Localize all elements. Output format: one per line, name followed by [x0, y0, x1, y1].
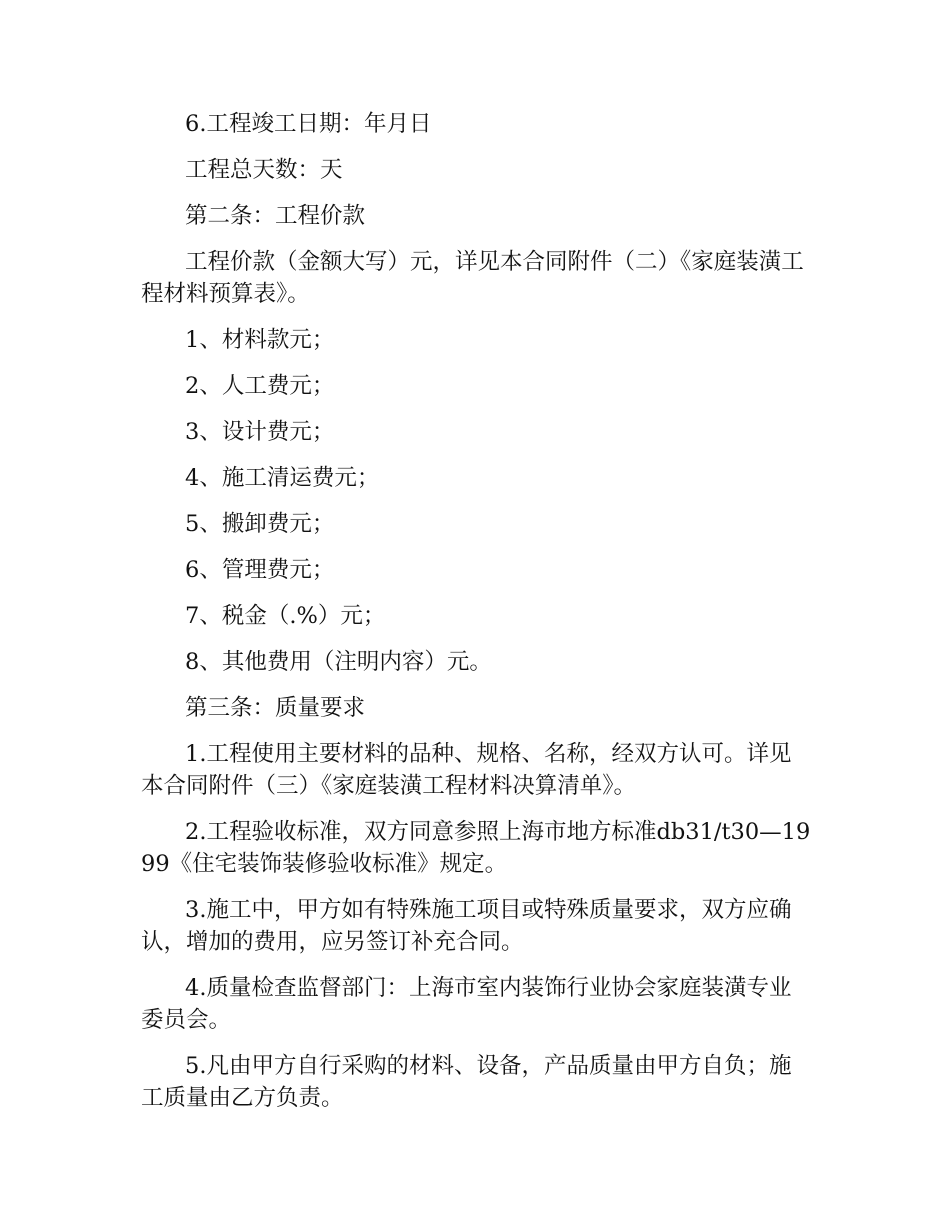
list-item-design-fee: 3、设计费元； [185, 419, 335, 445]
paragraph-total-days: 工程总天数：天 [185, 157, 343, 183]
list-item-tax: 7、税金（.%）元； [185, 603, 386, 629]
paragraph-quality-standard: 2.工程验收标准，双方同意参照上海市地方标准db31/t30—1999《住宅装饰装修验收标准》规定。 [141, 819, 811, 877]
paragraph-quality-special: 3.施工中，甲方如有特殊施工项目或特殊质量要求，双方应确认，增加的费用，应另签订补充合同。 [141, 897, 792, 955]
paragraph-price-amount: 工程价款（金额大写）元，详见本合同附件（二）《家庭装潢工程材料预算表》。 [141, 249, 804, 307]
list-item-other-fee: 8、其他费用（注明内容）元。 [185, 649, 492, 675]
section-heading-quality: 第三条：质量要求 [185, 695, 366, 721]
paragraph-quality-responsibility: 5.凡由甲方自行采购的材料、设备，产品质量由甲方自负；施工质量由乙方负责。 [141, 1053, 792, 1111]
list-item-labor-fee: 2、人工费元； [185, 373, 335, 399]
paragraph-quality-supervision: 4.质量检查监督部门：上海市室内装饰行业协会家庭装潢专业委员会。 [141, 975, 792, 1033]
list-item-moving-fee: 5、搬卸费元； [185, 511, 335, 537]
paragraph-quality-materials: 1.工程使用主要材料的品种、规格、名称，经双方认可。详见本合同附件（三）《家庭装潢工程材料决算清单》。 [141, 741, 792, 799]
list-item-management-fee: 6、管理费元； [185, 557, 335, 583]
list-item-cleanup-fee: 4、施工清运费元； [185, 465, 380, 491]
section-heading-price: 第二条：工程价款 [185, 203, 366, 229]
document-body [141, 108, 811, 1128]
paragraph-completion-date: 6.工程竣工日期：年月日 [185, 111, 432, 137]
list-item-material-fee: 1、材料款元； [185, 327, 335, 353]
